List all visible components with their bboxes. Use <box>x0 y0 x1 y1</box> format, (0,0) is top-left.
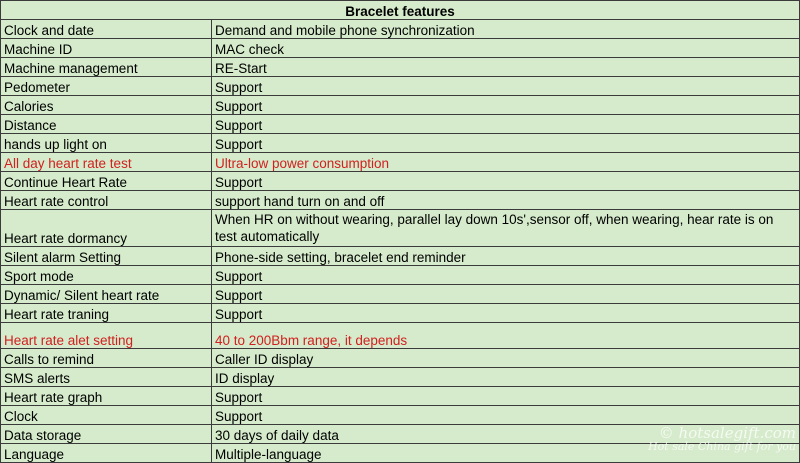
feature-cell: Clock and date <box>1 20 212 39</box>
feature-cell: hands up light on <box>1 134 212 153</box>
value-cell: When HR on without wearing, parallel lay down 10s',sensor off, when wearing, hear rate is on test automatically <box>212 210 800 247</box>
value-cell: ID display <box>212 368 800 387</box>
table-row <box>1 406 800 425</box>
feature-cell: Pedometer <box>1 77 212 96</box>
table-row <box>1 134 800 153</box>
feature-cell: Heart rate traning <box>1 304 212 323</box>
table-row <box>1 20 800 39</box>
feature-cell: Language <box>1 444 212 463</box>
feature-cell: All day heart rate test <box>1 153 212 172</box>
table-row-highlight <box>1 323 800 349</box>
value-cell: 40 to 200Bbm range, it depends <box>212 323 800 349</box>
feature-cell: Heart rate alet setting <box>1 323 212 349</box>
table-row <box>1 349 800 368</box>
table-row <box>1 210 800 247</box>
value-cell: Support <box>212 96 800 115</box>
watermark-site: © hotsalegift.com <box>658 424 796 442</box>
table-row-highlight <box>1 153 800 172</box>
value-cell: Ultra-low power consumption <box>212 153 800 172</box>
value-cell: Support <box>212 172 800 191</box>
table-row <box>1 191 800 210</box>
table-row <box>1 444 800 463</box>
table-row <box>1 387 800 406</box>
feature-cell: Distance <box>1 115 212 134</box>
feature-cell: Continue Heart Rate <box>1 172 212 191</box>
feature-cell: Data storage <box>1 425 212 444</box>
value-cell: Support <box>212 266 800 285</box>
feature-cell: Silent alarm Setting <box>1 247 212 266</box>
value-cell: Support <box>212 77 800 96</box>
table-row <box>1 425 800 444</box>
value-cell: Support <box>212 285 800 304</box>
value-cell: Multiple-language <box>212 444 800 463</box>
value-cell: Support <box>212 304 800 323</box>
table-row <box>1 285 800 304</box>
table-row <box>1 58 800 77</box>
value-cell: 30 days of daily data <box>212 425 800 444</box>
value-cell: RE-Start <box>212 58 800 77</box>
table-row <box>1 368 800 387</box>
feature-cell: Heart rate control <box>1 191 212 210</box>
value-cell: Demand and mobile phone synchronization <box>212 20 800 39</box>
table-row <box>1 172 800 191</box>
table-row <box>1 247 800 266</box>
value-cell: Support <box>212 387 800 406</box>
table-row <box>1 96 800 115</box>
table-title: Bracelet features <box>1 1 800 20</box>
feature-cell: SMS alerts <box>1 368 212 387</box>
feature-cell: Sport mode <box>1 266 212 285</box>
table-row <box>1 304 800 323</box>
value-cell: Support <box>212 134 800 153</box>
table-row <box>1 115 800 134</box>
value-cell: Support <box>212 406 800 425</box>
feature-cell: Calls to remind <box>1 349 212 368</box>
feature-cell: Calories <box>1 96 212 115</box>
value-cell: Phone-side setting, bracelet end reminder <box>212 247 800 266</box>
feature-cell: Dynamic/ Silent heart rate <box>1 285 212 304</box>
feature-cell: Machine ID <box>1 39 212 58</box>
feature-cell: Heart rate dormancy <box>1 210 212 247</box>
watermark-slogan: Hot sale China gift for you <box>648 440 796 453</box>
value-cell: Support <box>212 115 800 134</box>
value-cell: Caller ID display <box>212 349 800 368</box>
feature-cell: Clock <box>1 406 212 425</box>
feature-cell: Machine management <box>1 58 212 77</box>
value-cell: support hand turn on and off <box>212 191 800 210</box>
feature-cell: Heart rate graph <box>1 387 212 406</box>
table-row <box>1 266 800 285</box>
table-row <box>1 39 800 58</box>
table-row <box>1 77 800 96</box>
value-cell: MAC check <box>212 39 800 58</box>
